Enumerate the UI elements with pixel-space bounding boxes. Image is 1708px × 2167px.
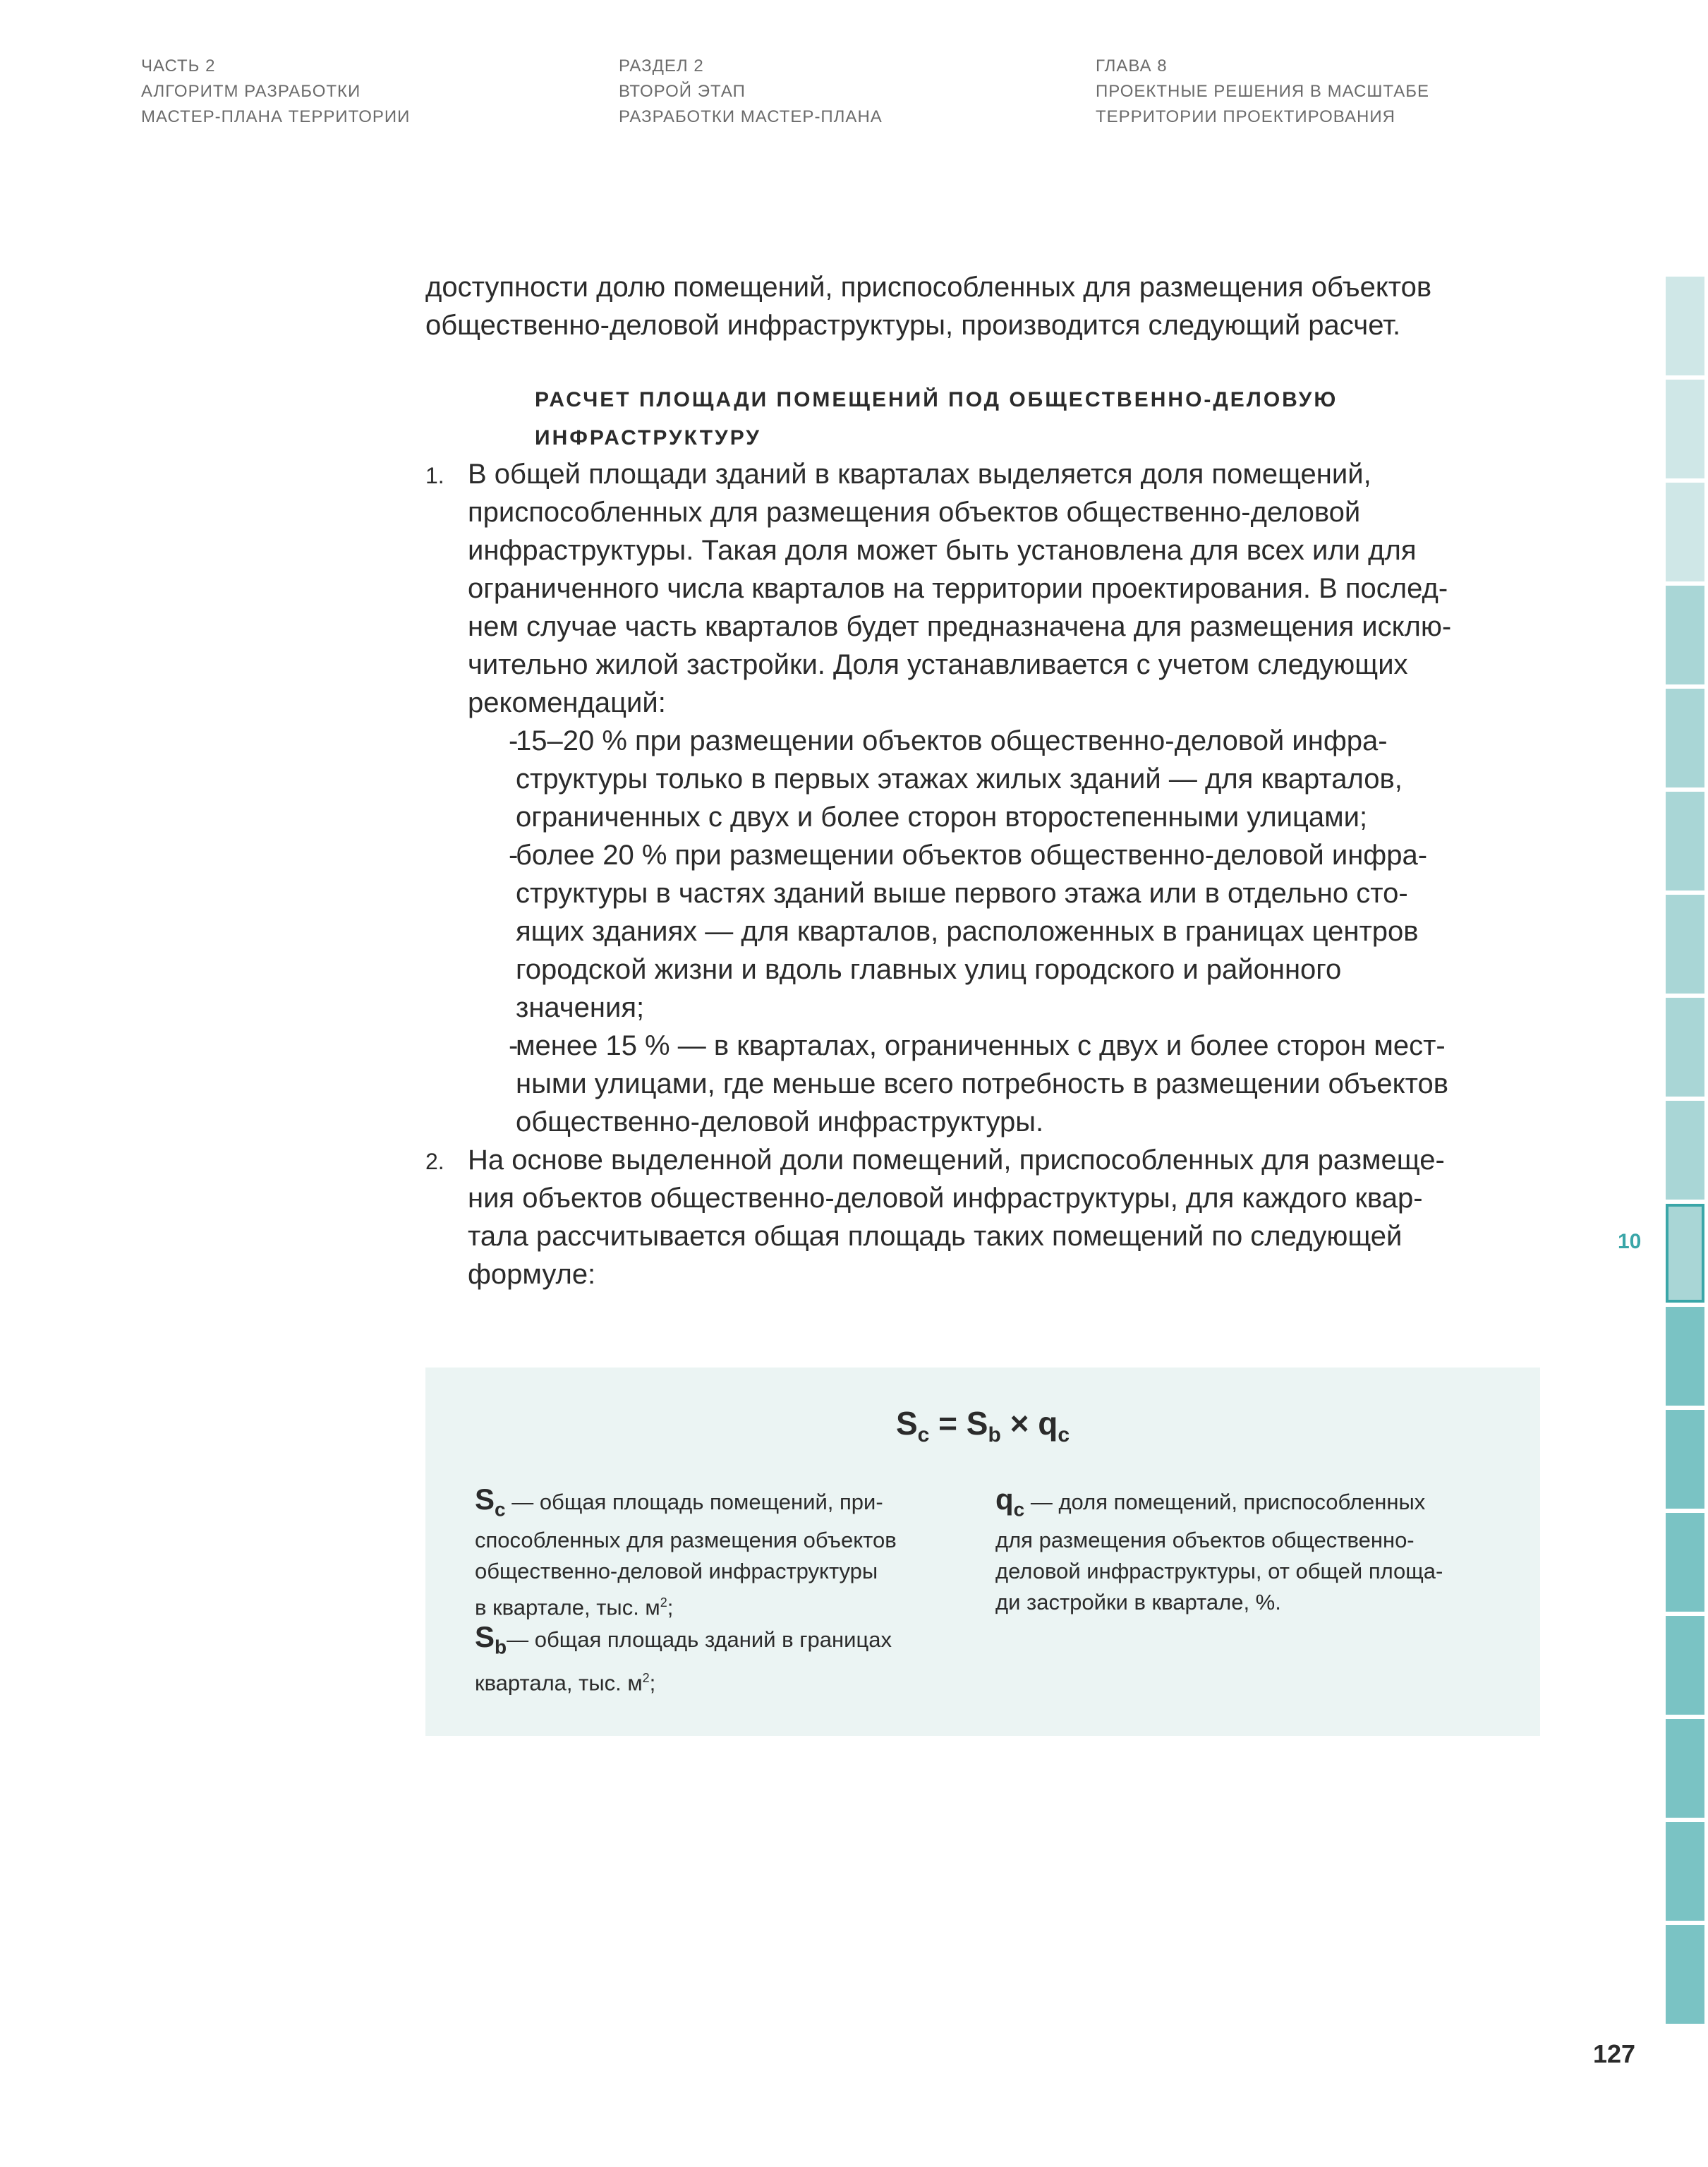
header-line: МАСТЕР-ПЛАНА ТЕРРИТОРИИ <box>141 107 411 126</box>
symbol-letter: q <box>995 1483 1014 1516</box>
text-line: формуле: <box>468 1259 596 1290</box>
definition-sc <box>475 1484 897 1624</box>
text-line: деловой инфраструктуры, от общей площа- <box>995 1559 1443 1584</box>
text-line: общественно-деловой инфраструктуры, производится следующий расчет. <box>425 310 1401 341</box>
text-line: общественно-деловой инфраструктуры <box>475 1559 878 1584</box>
title-line: РАСЧЕТ ПЛОЩАДИ ПОМЕЩЕНИЙ ПОД ОБЩЕСТВЕННО-ДЕЛОВУЮ <box>535 388 1338 411</box>
sub-item <box>425 836 1451 1027</box>
section-title <box>535 381 1338 457</box>
symbol-subscript: c <box>1013 1498 1025 1521</box>
symbol-letter: S <box>475 1483 495 1516</box>
formula-subscript: c <box>1058 1423 1070 1447</box>
text-line: общественно-деловой инфраструктуры. <box>516 1106 1044 1137</box>
list-item-2 <box>425 1141 1451 1293</box>
text-line: 15–20 % при размещении объектов общественно-деловой инфра- <box>516 725 1388 756</box>
chapter-tab[interactable] <box>1666 998 1704 1097</box>
text-line: значения; <box>516 992 645 1023</box>
chapter-tab[interactable] <box>1666 1822 1704 1921</box>
header-line: ТЕРРИТОРИИ ПРОЕКТИРОВАНИЯ <box>1096 107 1395 126</box>
header-line: РАЗДЕЛ 2 <box>619 56 704 76</box>
text-line: в квартале, тыс. м <box>475 1595 660 1620</box>
header-line: ВТОРОЙ ЭТАП <box>619 82 746 101</box>
dash-bullet: - <box>509 725 519 756</box>
text-line: — доля помещений, приспособленных <box>1024 1490 1426 1514</box>
definition-sb <box>475 1622 892 1699</box>
text-line: для размещения объектов общественно- <box>995 1528 1415 1553</box>
symbol-subscript: c <box>495 1498 506 1521</box>
formula-symbol: S <box>895 1405 918 1442</box>
text-line: квартала, тыс. м <box>475 1670 643 1696</box>
text-line: инфраструктуры. Такая доля может быть установлена для всех или для <box>468 535 1417 566</box>
symbol-subscript: b <box>495 1636 507 1658</box>
chapter-tab[interactable] <box>1666 1410 1704 1509</box>
title-line: ИНФРАСТРУКТУРУ <box>535 426 761 449</box>
list-item-1 <box>425 455 1451 722</box>
chapter-tab[interactable] <box>1666 1925 1704 2024</box>
text-line: — общая площадь зданий в границах <box>507 1627 892 1652</box>
running-header-part <box>141 54 410 130</box>
chapter-tab[interactable] <box>1666 277 1704 375</box>
text-line: В общей площади зданий в кварталах выделяется доля помещений, <box>468 459 1371 490</box>
formula-operator: × <box>1000 1405 1038 1442</box>
definition-symbol <box>475 1483 506 1521</box>
chapter-tab[interactable] <box>1666 1719 1704 1818</box>
text-line: ными улицами, где меньше всего потребность в размещении объектов <box>516 1068 1448 1099</box>
sub-item <box>425 722 1451 836</box>
chapter-tab[interactable] <box>1666 586 1704 684</box>
text-line: структуры в частях зданий выше первого этажа или в отдельно сто- <box>516 878 1408 909</box>
definition-qc <box>995 1484 1443 1618</box>
formula-subscript: c <box>917 1423 930 1447</box>
text-line: ния объектов общественно-деловой инфраструктуры, для каждого квар- <box>468 1183 1423 1214</box>
definition-symbol <box>475 1620 507 1658</box>
text-line: рекомендаций: <box>468 687 666 718</box>
symbol-letter: S <box>475 1620 495 1653</box>
header-line: ПРОЕКТНЫЕ РЕШЕНИЯ В МАСШТАБЕ <box>1096 82 1430 101</box>
superscript: 2 <box>660 1595 667 1610</box>
header-line: РАЗРАБОТКИ МАСТЕР-ПЛАНА <box>619 107 883 126</box>
chapter-tab[interactable] <box>1666 1616 1704 1715</box>
text-line: ящих зданиях — для кварталов, расположенных в границах центров <box>516 916 1419 947</box>
header-line: ЧАСТЬ 2 <box>141 56 216 76</box>
intro-paragraph <box>425 268 1540 344</box>
text-line: более 20 % при размещении объектов общественно-деловой инфра- <box>516 840 1428 871</box>
punctuation: ; <box>667 1595 674 1620</box>
text-line: ди застройки в квартале, %. <box>995 1590 1281 1615</box>
definition-symbol <box>995 1483 1025 1521</box>
formula-subscript: b <box>988 1423 1001 1447</box>
dash-bullet: - <box>509 840 519 871</box>
chapter-tab[interactable] <box>1666 895 1704 994</box>
text-line: менее 15 % — в кварталах, ограниченных с двух и более сторон мест- <box>516 1030 1446 1061</box>
text-line: тала рассчитывается общая площадь таких помещений по следующей <box>468 1221 1403 1252</box>
text-line: структуры только в первых этажах жилых зданий — для кварталов, <box>516 763 1403 795</box>
text-line: приспособленных для размещения объектов общественно-деловой <box>468 497 1361 528</box>
chapter-tab[interactable] <box>1666 380 1704 478</box>
text-line: доступности долю помещений, приспособленных для размещения объектов <box>425 272 1432 303</box>
text-line: городской жизни и вдоль главных улиц городского и районного <box>516 954 1342 985</box>
text-line: ограниченных с двух и более сторон второстепенными улицами; <box>516 802 1368 833</box>
text-line: ограниченного числа кварталов на территории проектирования. В послед- <box>468 573 1448 604</box>
superscript: 2 <box>642 1671 650 1686</box>
running-header-section <box>619 54 883 130</box>
formula <box>425 1404 1540 1447</box>
header-line: АЛГОРИТМ РАЗРАБОТКИ <box>141 82 361 101</box>
chapter-tab-number: 10 <box>1618 1230 1642 1253</box>
formula-symbol: q <box>1038 1405 1058 1442</box>
chapter-tab[interactable] <box>1666 1101 1704 1200</box>
list-number: 2. <box>425 1149 444 1174</box>
chapter-tab[interactable] <box>1666 792 1704 891</box>
numbered-list <box>425 455 1451 1293</box>
chapter-tab[interactable] <box>1666 689 1704 787</box>
text-line: На основе выделенной доли помещений, приспособленных для размеще- <box>468 1145 1445 1176</box>
page-number: 127 <box>1593 2039 1636 2068</box>
text-line: нем случае часть кварталов будет предназначена для размещения исклю- <box>468 611 1452 642</box>
sub-item <box>425 1027 1451 1141</box>
chapter-tab-active[interactable] <box>1666 1204 1704 1303</box>
header-line: ГЛАВА 8 <box>1096 56 1168 76</box>
chapter-tab[interactable] <box>1666 483 1704 581</box>
text-line: — общая площадь помещений, при- <box>505 1490 883 1514</box>
list-number: 1. <box>425 463 444 488</box>
chapter-tab[interactable] <box>1666 1513 1704 1612</box>
chapter-tab[interactable] <box>1666 1307 1704 1406</box>
text-line: чительно жилой застройки. Доля устанавливается с учетом следующих <box>468 649 1408 680</box>
text-line: способленных для размещения объектов <box>475 1528 897 1553</box>
chapter-tabs <box>1666 277 1704 2028</box>
formula-operator: = <box>929 1405 967 1442</box>
formula-box <box>425 1368 1540 1736</box>
dash-bullet: - <box>509 1030 519 1061</box>
punctuation: ; <box>649 1670 656 1696</box>
running-header-chapter <box>1096 54 1429 130</box>
formula-symbol: S <box>966 1405 988 1442</box>
